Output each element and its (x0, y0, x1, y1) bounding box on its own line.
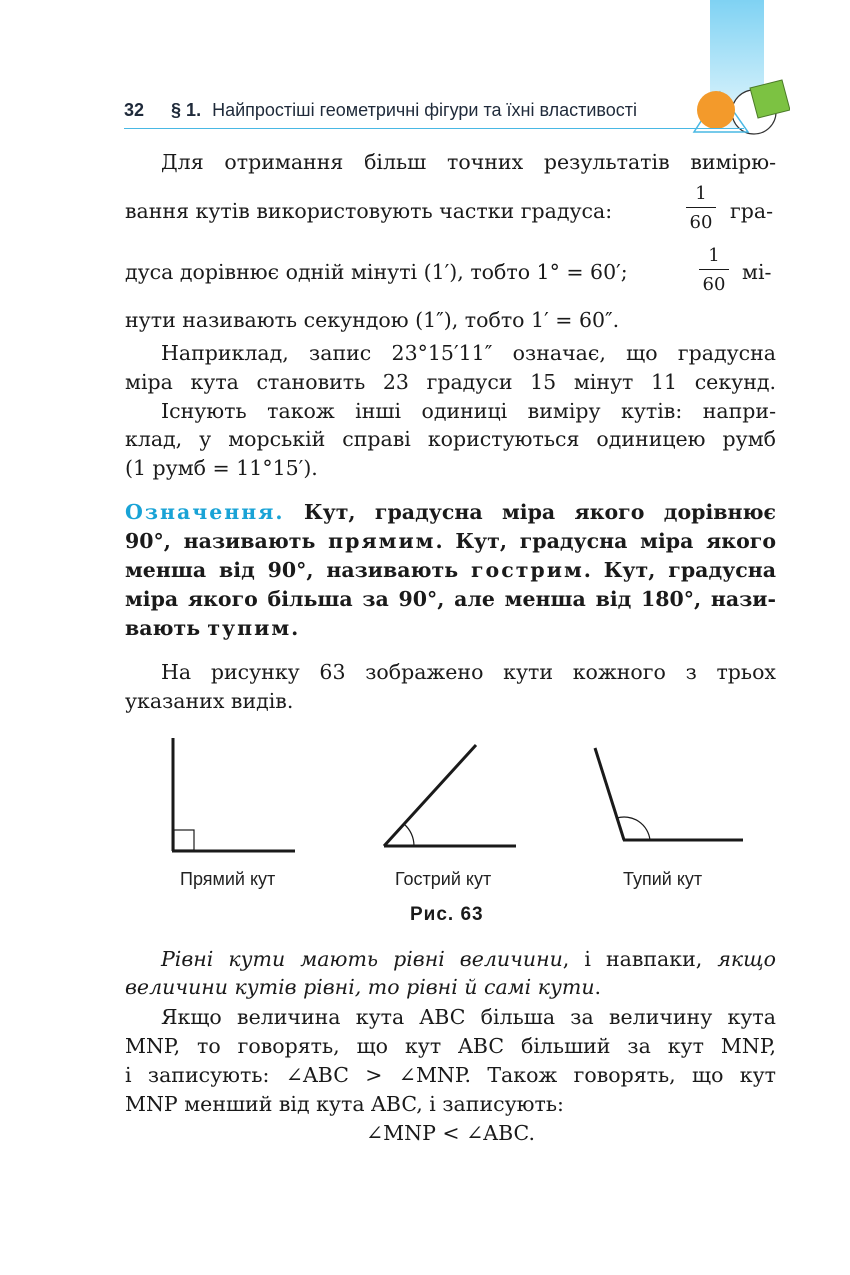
para6-line2: MNP, то говорять, що кут ABC більший за кут MNP, (125, 1034, 776, 1058)
para2-line1: Наприклад, запис 23°15′11″ означає, що градусна (161, 341, 776, 365)
para1-line2: вання кутів використовують частки градуса: (125, 199, 613, 223)
definition-term: Означення. (125, 500, 285, 524)
para6-line4: MNP менший від кута ABC, і записують: (125, 1092, 564, 1116)
fraction-one-sixtieth: 1 60 (686, 183, 716, 234)
caption-right-angle: Прямий кут (180, 869, 276, 889)
para1-line4: нути називають секундою (1″), тобто 1′ = 60″. (125, 308, 620, 332)
definition-line5: вають тупим. (125, 616, 299, 640)
para6-line3: і записують: ∠ABC > ∠MNP. Також говорять, що кут (125, 1063, 776, 1087)
para3-line2: клад, у морській справі користуються одиницею румб (125, 427, 776, 451)
para6-formula: ∠MNP < ∠ABC. (365, 1121, 535, 1145)
figure-63-angles (150, 730, 770, 860)
right-angle-drawing (172, 738, 295, 851)
para1-line2-end: гра- (730, 199, 774, 223)
section-number: § 1. (171, 100, 202, 120)
para5-line1: Рівні кути мають рівні величини, і навпаки, якщо (161, 947, 776, 971)
para1-line3: дуса дорівнює одній мінуті (1′), тобто 1° = 60′; (125, 260, 628, 284)
obtuse-angle-drawing (595, 748, 743, 840)
definition-line2: 90°, називають прямим. Кут, градусна міра якого (125, 529, 776, 553)
definition-line1: Означення. Кут, градусна міра якого дорівнює (125, 500, 776, 524)
para3-line1: Існують також інші одиниці виміру кутів: напри- (161, 399, 776, 423)
para1-line1: Для отримання більш точних результатів вимірю- (161, 150, 776, 174)
term-obtuse-angle: тупим (207, 616, 292, 640)
header-rule (124, 128, 744, 129)
caption-acute-angle: Гострий кут (395, 869, 492, 889)
para6-line1: Якщо величина кута ABC більша за величину кута (161, 1005, 776, 1029)
para4-line2: указаних видів. (125, 689, 294, 713)
para4-line1: На рисунку 63 зображено кути кожного з трьох (161, 660, 776, 684)
page-number: 32 (124, 100, 145, 120)
para1-line3-end: мі- (742, 260, 772, 284)
caption-obtuse-angle: Тупий кут (623, 869, 703, 889)
figure-title: Рис. 63 (410, 904, 484, 925)
fraction-one-sixtieth-2: 1 60 (699, 245, 729, 296)
acute-angle-drawing (384, 745, 516, 846)
term-right-angle: прямим (328, 529, 436, 553)
para2-line2: міра кута становить 23 градуси 15 мінут 11 секунд. (125, 370, 776, 394)
definition-line3: менша від 90°, називають гострим. Кут, градусна (125, 558, 776, 582)
definition-line4: міра якого більша за 90°, але менша від 180°, нази- (125, 587, 776, 611)
para5-line2: величини кутів рівні, то рівні й самі кути. (125, 975, 602, 999)
section-title: Найпростіші геометричні фігури та їхні властивості (212, 100, 638, 120)
term-acute-angle: гострим (471, 558, 584, 582)
para3-line3: (1 румб = 11°15′). (125, 456, 318, 480)
running-header (124, 100, 724, 121)
